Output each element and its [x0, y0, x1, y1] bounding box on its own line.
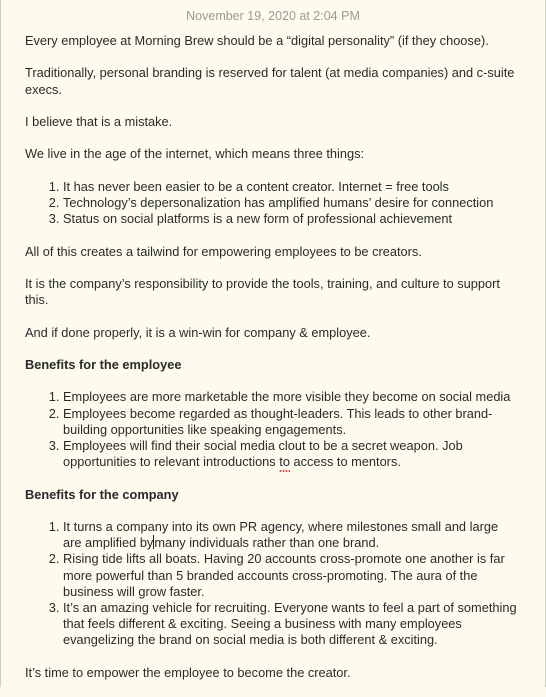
employee-benefits-list	[25, 389, 519, 470]
list-item-text: many individuals rather than one brand.	[154, 535, 380, 551]
list-item: 1. It has never been easier to be a content creator. Internet = free tools	[63, 179, 519, 195]
list-item: 2. Technology’s depersonalization has amplified humans’ desire for connection	[63, 195, 519, 211]
list-item: 3. Status on social platforms is a new form of professional achievement	[63, 211, 519, 227]
list-item: 2. Employees become regarded as thought-leaders. This leads to other brand-building opportunities like speaking engagements.	[63, 406, 519, 438]
list-item: 3. It’s an amazing vehicle for recruiting. Everyone wants to feel a part of something that feels different & exciting. Seeing a business with many employees evangelizing the brand on social media is both different & exciting.	[63, 600, 519, 649]
list-item-text: access to mentors.	[289, 454, 401, 470]
paragraph: Every employee at Morning Brew should be a “digital personality” (if they choose).	[25, 33, 489, 48]
closing-paragraph: It’s time to empower the employee to become the creator.	[25, 664, 351, 680]
paragraph: And if done properly, it is a win-win for company & employee.	[25, 324, 371, 340]
spelling-error-word[interactable]: to	[279, 454, 290, 470]
company-benefits-list	[25, 519, 519, 649]
paragraph: I believe that is a mistake.	[25, 113, 173, 129]
list-item	[63, 438, 519, 470]
section-heading-employee: Benefits for the employee	[25, 356, 182, 372]
list-item: 2. Rising tide lifts all boats. Having 20 accounts cross-promote one another is far more powerful than 5 branded accounts cross-promoting. The aura of the business will grow faster.	[63, 551, 519, 600]
paragraph: Traditionally, personal branding is reserved for talent (at media companies) and c-suite execs.	[25, 65, 515, 97]
section-heading-company: Benefits for the company	[25, 486, 179, 502]
paragraph: We live in the age of the internet, which means three things:	[25, 146, 365, 162]
paragraph: All of this creates a tailwind for empowering employees to be creators.	[25, 243, 422, 259]
list-item-text: Employees will find their social media clout to be a secret weapon. Job opportunities to relevant introductions	[63, 437, 463, 470]
list-item	[63, 519, 519, 551]
list-item: 1. Employees are more marketable the more visible they become on social media	[63, 389, 519, 405]
paragraph: It is the company’s responsibility to provide the tools, training, and culture to support this.	[25, 275, 500, 308]
note-timestamp: November 19, 2020 at 2:04 PM	[186, 9, 360, 23]
note-body[interactable]	[25, 33, 519, 697]
list-item-text: It turns a company into its own PR agency, where milestones small and large are amplified by	[63, 518, 499, 551]
numbered-list	[25, 179, 519, 228]
